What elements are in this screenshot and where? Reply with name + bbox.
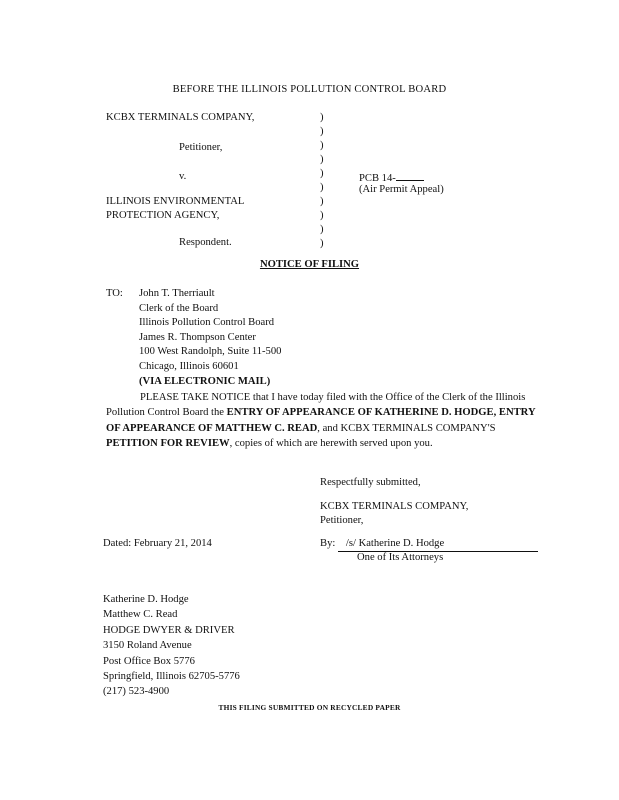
case-number-blank <box>396 170 424 181</box>
attorney-line: Springfield, Illinois 62705-5776 <box>103 670 240 682</box>
recipient-line: Clerk of the Board <box>139 302 219 314</box>
signature-underline <box>338 537 538 552</box>
board-heading: BEFORE THE ILLINOIS POLLUTION CONTROL BOARD <box>172 84 447 95</box>
signer-name: /s/ Katherine D. Hodge <box>345 538 445 549</box>
caption-paren: ) <box>320 196 324 207</box>
paragraph-text: , copies of which are herewith served upon you. <box>229 438 433 450</box>
caption-paren: ) <box>320 140 324 151</box>
recipient-address <box>139 287 281 389</box>
by-label: By: <box>320 538 336 549</box>
attorney-line: HODGE DWYER & DRIVER <box>103 624 235 636</box>
caption-paren: ) <box>320 238 324 249</box>
recipient-line: 100 West Randolph, Suite 11-500 <box>139 346 282 358</box>
attorney-line: Katherine D. Hodge <box>103 594 189 605</box>
signer-capacity: One of Its Attorneys <box>357 552 444 563</box>
petitioner-role: Petitioner, <box>179 142 223 153</box>
case-type: (Air Permit Appeal) <box>359 184 444 195</box>
to-label: TO: <box>106 288 123 299</box>
recipient-line: John T. Therriault <box>139 288 215 299</box>
case-number: PCB 14- <box>359 170 424 186</box>
paragraph-bold-text: ENTRY OF APPEARANCE OF KATHERINE D. HODGE, ENTRY OF APPEARANCE OF MATTHEW C. READ <box>106 407 536 434</box>
petitioner-name: KCBX TERMINALS COMPANY, <box>106 112 255 123</box>
delivery-method: (VIA ELECTRONIC MAIL) <box>139 375 271 387</box>
recipient-line: James R. Thompson Center <box>139 331 256 343</box>
attorney-line: (217) 523-4900 <box>103 686 170 698</box>
paragraph-text: , and KCBX TERMINALS COMPANY'S <box>317 422 496 434</box>
paragraph-bold-text: PETITION FOR REVIEW <box>106 438 230 450</box>
recipient-line: Illinois Pollution Control Board <box>139 317 275 329</box>
attorney-block <box>103 593 240 701</box>
notice-paragraph <box>106 390 546 451</box>
attorney-line: Post Office Box 5776 <box>103 655 195 667</box>
dated-line: Dated: February 21, 2014 <box>103 538 212 549</box>
respondent-line-2: PROTECTION AGENCY, <box>106 210 220 221</box>
respondent-line-1: ILLINOIS ENVIRONMENTAL <box>106 196 245 207</box>
respondent-role: Respondent. <box>179 237 232 248</box>
attorney-line: Matthew C. Read <box>103 609 178 621</box>
signing-role: Petitioner, <box>320 515 364 526</box>
caption-paren: ) <box>320 182 324 193</box>
closing: Respectfully submitted, <box>320 477 421 488</box>
versus-label: v. <box>179 171 187 182</box>
signature-line <box>320 537 538 552</box>
caption-paren: ) <box>320 126 324 137</box>
caption-paren: ) <box>320 224 324 235</box>
paragraph-text: PLEASE TAKE NOTICE that I have today filed with the Office of the Clerk of the Illinois Pollution Control Board the <box>106 392 526 419</box>
caption-paren: ) <box>320 154 324 165</box>
recipient-line: Chicago, Illinois 60601 <box>139 360 239 372</box>
document-title: NOTICE OF FILING <box>259 259 360 270</box>
caption-paren: ) <box>320 210 324 221</box>
caption-paren: ) <box>320 168 324 179</box>
signing-company: KCBX TERMINALS COMPANY, <box>320 501 469 512</box>
recycled-paper-footer: THIS FILING SUBMITTED ON RECYCLED PAPER <box>218 703 401 712</box>
attorney-line: 3150 Roland Avenue <box>103 640 192 652</box>
caption-paren: ) <box>320 112 324 123</box>
